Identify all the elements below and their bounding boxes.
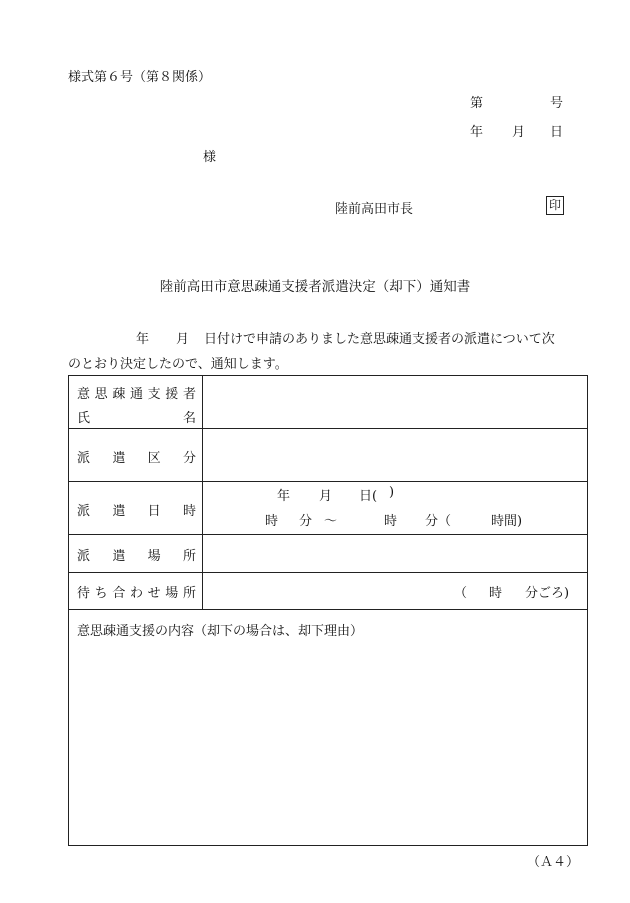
- label-char: 場: [165, 586, 179, 601]
- label-char: 遣: [112, 549, 126, 564]
- label-char: 日: [147, 504, 161, 519]
- body-month: 月: [176, 332, 190, 347]
- body-text-rest: 日付けで申請のありました意思疎通支援者の派遣について次: [204, 332, 555, 347]
- supporter-label: [69, 376, 203, 428]
- meet-paren-open: （: [454, 586, 468, 601]
- issue-date-month: 月: [512, 125, 526, 140]
- table-row-place: [69, 535, 587, 573]
- category-label: [69, 429, 203, 481]
- label-char: 遣: [112, 504, 126, 519]
- form-number: 様式第６号（第８関係）: [68, 70, 212, 85]
- dt-hour-start: 時: [265, 514, 279, 529]
- label-char: 意: [77, 387, 91, 402]
- meet-minute: 分ごろ): [525, 586, 570, 601]
- meet-hour: 時: [489, 586, 503, 601]
- label-char: 遣: [112, 451, 126, 466]
- dt-year: 年: [277, 489, 291, 504]
- table-row-datetime: [69, 482, 587, 535]
- label-char: 合: [112, 586, 126, 601]
- label-char: 思: [94, 387, 108, 402]
- label-char: わ: [129, 586, 143, 601]
- label-char: 支: [147, 387, 161, 402]
- supporter-label-line2: [77, 407, 196, 426]
- label-char: 者: [182, 387, 196, 402]
- document-title: 陸前高田市意思疎通支援者派遣決定（却下）通知書: [159, 279, 471, 295]
- dt-month: 月: [319, 489, 333, 504]
- label-char: 通: [129, 387, 143, 402]
- label-char: 名: [182, 411, 196, 426]
- dt-hour-end: 時: [384, 514, 398, 529]
- label-char: 所: [182, 549, 196, 564]
- label-char: 時: [182, 504, 196, 519]
- seal-mark: 印: [546, 196, 564, 215]
- dt-min-start: 分: [299, 514, 313, 529]
- dt-tilde: ～: [324, 514, 338, 529]
- label-char: 援: [165, 387, 179, 402]
- issuer-name: 陸前高田市長: [335, 202, 414, 217]
- table-row-supporter: [69, 376, 587, 429]
- contents-label: 意思疎通支援の内容（却下の場合は、却下理由）: [77, 624, 364, 639]
- document-number-prefix: 第: [470, 96, 484, 111]
- dt-duration: 時間): [491, 514, 523, 529]
- label-char: せ: [147, 586, 161, 601]
- label-char: 分: [182, 451, 196, 466]
- datetime-label: [69, 482, 203, 534]
- label-char: 待: [77, 586, 91, 601]
- issue-date-year: 年: [470, 125, 484, 140]
- body-line-2: のとおり決定したので、通知します。: [68, 357, 288, 372]
- meeting-label: [69, 573, 203, 609]
- issue-date-day: 日: [550, 125, 564, 140]
- label-char: ち: [94, 586, 108, 601]
- supporter-label-line1: [77, 383, 196, 402]
- label-char: 区: [147, 451, 161, 466]
- document-number-suffix: 号: [550, 96, 564, 111]
- body-line-1: [68, 328, 588, 346]
- table-row-meeting: [69, 573, 587, 610]
- body-year: 年: [136, 332, 150, 347]
- place-label: [69, 535, 203, 572]
- label-char: 氏: [77, 411, 91, 426]
- table-row-category: [69, 429, 587, 482]
- label-char: 所: [182, 586, 196, 601]
- dt-paren-close: ): [389, 485, 395, 500]
- addressee-honorific: 様: [203, 150, 217, 165]
- label-char: 疎: [112, 387, 126, 402]
- paper-size-label: （Ａ４）: [527, 855, 580, 870]
- notice-table: [68, 375, 588, 846]
- label-char: 派: [77, 504, 91, 519]
- label-char: 派: [77, 451, 91, 466]
- dt-min-end: 分（: [425, 514, 452, 529]
- dt-day: 日(: [359, 489, 378, 504]
- label-char: 派: [77, 549, 91, 564]
- label-char: 場: [147, 549, 161, 564]
